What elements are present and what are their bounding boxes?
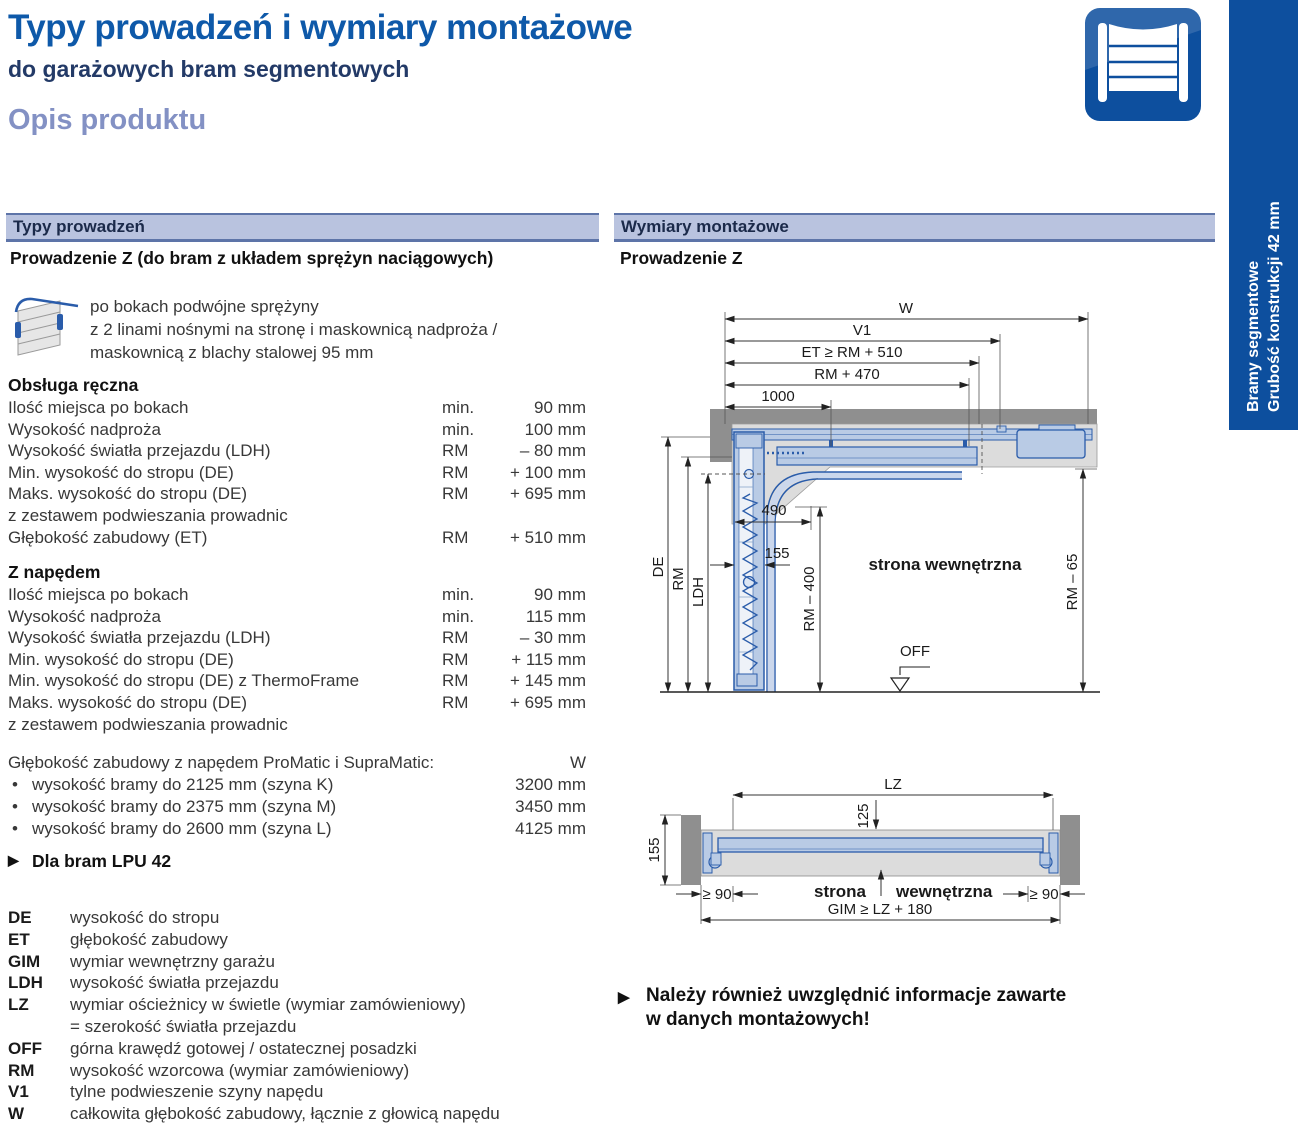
manual-heading: Obsługa ręczna (8, 375, 139, 395)
dim-label-de: DE (650, 556, 667, 578)
off-label: OFF (900, 643, 930, 660)
dim-label-125: 125 (855, 803, 872, 829)
inside-label: strona wewnętrzna (868, 555, 1022, 574)
dim-label-rm65: RM – 65 (1064, 553, 1081, 611)
motor-table (8, 584, 586, 735)
table-row: Min. wysokość do stropu (DE) RM + 100 mm (8, 462, 586, 482)
legend-row: ET głębokość zabudowy (8, 929, 228, 949)
bullet: • (12, 818, 18, 838)
list-item: • wysokość bramy do 2375 mm (szyna M) 3450 mm (8, 796, 586, 818)
dim-label-rm: RM (670, 567, 687, 591)
table-row: Min. wysokość do stropu (DE) RM + 115 mm (8, 649, 586, 669)
operator-boom (777, 447, 977, 465)
dim-label-rm400: RM – 400 (801, 566, 818, 632)
depth-intro: Głębokość zabudowy z napędem ProMatic i SupraMatic: (8, 753, 435, 772)
dim-label-et: ET ≥ RM + 510 (801, 344, 903, 361)
depth-intro-row (8, 752, 586, 774)
plan-view-diagram (618, 758, 1178, 943)
triangle-marker-icon: ▶ (8, 852, 19, 868)
dim-label-155: 155 (646, 837, 663, 863)
table-row: z zestawem podwieszania prowadnic (8, 714, 288, 734)
legend-row: GIM wymiar wewnętrzny garażu (8, 951, 276, 971)
top-roller-bracket (736, 434, 762, 448)
right-column-subtitle: Prowadzenie Z (620, 248, 743, 268)
legend-desc: wymiar ościeżnicy w świetle (wymiar zamówieniowy) (70, 995, 466, 1015)
table-row: Ilość miejsca po bokach min. 90 mm (8, 585, 586, 604)
wall-right (1060, 815, 1080, 885)
table-row: Wysokość nadproża min. 100 mm (8, 419, 586, 439)
legend-desc-2: = szerokość światła przejazdu (70, 1016, 297, 1036)
z-track-icon (8, 292, 84, 358)
bullet: • (12, 796, 18, 816)
depth-block (8, 752, 586, 840)
table-row: Wysokość światła przejazdu (LDH) RM – 30 mm (8, 628, 586, 648)
garage-door-icon (1085, 8, 1201, 125)
right-section-bar: Wymiary montażowe (614, 213, 1215, 242)
legend-row: W całkowita głębokość zabudowy, łącznie z głowicą napędu (8, 1104, 500, 1124)
note-line2: w danych montażowych! (646, 1009, 870, 1030)
motor-heading: Z napędem (8, 562, 101, 582)
dim-label-lz: LZ (884, 776, 902, 793)
track-curve (767, 472, 962, 692)
brand-sidebar-line1: Bramy segmentowe (1244, 260, 1262, 412)
dim-label-90-right: ≥ 90 (1029, 886, 1059, 903)
ceiling-slab (710, 409, 1097, 424)
bullet: • (12, 774, 18, 794)
list-item: • wysokość bramy do 2125 mm (szyna K) 3200 mm (8, 774, 586, 796)
section-title: Opis produktu (8, 104, 207, 136)
frame-band (701, 830, 1060, 876)
installation-note (618, 984, 1066, 1032)
left-section-bar: Typy prowadzeń (6, 213, 599, 242)
table-row: Maks. wysokość do stropu (DE) RM + 695 mm (8, 692, 586, 712)
legend-row: DE wysokość do stropu (8, 908, 220, 927)
intro-line: z 2 linami nośnymi na stronę i maskownicą nadproża / (90, 320, 498, 339)
brand-sidebar-line2: Grubość konstrukcji 42 mm (1265, 201, 1283, 412)
dim-label-155: 155 (764, 545, 790, 562)
triangle-marker-icon: ▶ (618, 989, 630, 1006)
intro-text (90, 295, 590, 364)
brand-sidebar-text (1229, 0, 1298, 430)
note-line1: Należy również uwzględnić informacje zawarte (646, 985, 1067, 1006)
legend (8, 907, 586, 1125)
inside-label-right: wewnętrzna (896, 882, 993, 901)
list-item: • wysokość bramy do 2600 mm (szyna L) 4125 mm (8, 818, 586, 840)
table-row: Maks. wysokość do stropu (DE) RM + 695 mm (8, 484, 586, 504)
bottom-bracket (737, 674, 757, 686)
lpu42-note-text: Dla bram LPU 42 (32, 851, 172, 871)
dim-label-w: W (898, 300, 914, 317)
table-row: Ilość miejsca po bokach min. 90 mm (8, 398, 586, 417)
table-row: z zestawem podwieszania prowadnic (8, 505, 288, 525)
intro-line: maskownicą z blachy stalowej 95 mm (90, 343, 374, 362)
legend-row: LZ wymiar ościeżnicy w świetle (wymiar zamówieniowy) = szerokość światła przejazdu (8, 994, 586, 1038)
dim-label-rm470: RM + 470 (814, 366, 880, 383)
legend-row: OFF górna krawędź gotowej / ostatecznej posadzki (8, 1038, 417, 1058)
dim-label-1000: 1000 (761, 388, 795, 405)
dim-label-490: 490 (761, 502, 787, 519)
wall-left (681, 815, 701, 885)
table-row: Wysokość nadproża min. 115 mm (8, 606, 586, 626)
rail-suspension-clip (997, 426, 1006, 432)
page-title: Typy prowadzeń i wymiary montażowe (8, 8, 633, 47)
table-row: Min. wysokość do stropu (DE) z ThermoFrame RM + 145 mm (8, 671, 586, 691)
dim-label-ldh: LDH (690, 576, 707, 608)
operator-head (1017, 430, 1085, 458)
legend-row: RM wysokość wzorcowa (wymiar zamówieniowy) (8, 1060, 410, 1080)
lpu42-note (8, 851, 586, 872)
dim-label-gim: GIM ≥ LZ + 180 (827, 901, 933, 918)
floor-level-symbol (891, 667, 930, 691)
legend-row: V1 tylne podwieszenie szyny napędu (8, 1082, 324, 1102)
dim-label-v1: V1 (852, 322, 872, 339)
table-row: Wysokość światła przejazdu (LDH) RM – 80 mm (8, 441, 586, 461)
dim-label-90-left: ≥ 90 (702, 886, 732, 903)
side-section-diagram (615, 282, 1200, 722)
page-subtitle: do garażowych bram segmentowych (8, 56, 410, 82)
manual-table (8, 397, 586, 548)
door-panel (718, 838, 1043, 852)
legend-row: LDH wysokość światła przejazdu (8, 973, 279, 993)
table-row: Głębokość zabudowy (ET) RM + 510 mm (8, 527, 586, 547)
lintel-wall (710, 424, 732, 462)
intro-line: po bokach podwójne sprężyny (90, 297, 319, 316)
inside-label-left: strona (814, 882, 866, 901)
track-curve-fill (771, 475, 962, 692)
left-column-subtitle: Prowadzenie Z (do bram z układem sprężyn naciągowych) (10, 248, 494, 268)
depth-header-value: W (569, 753, 586, 772)
